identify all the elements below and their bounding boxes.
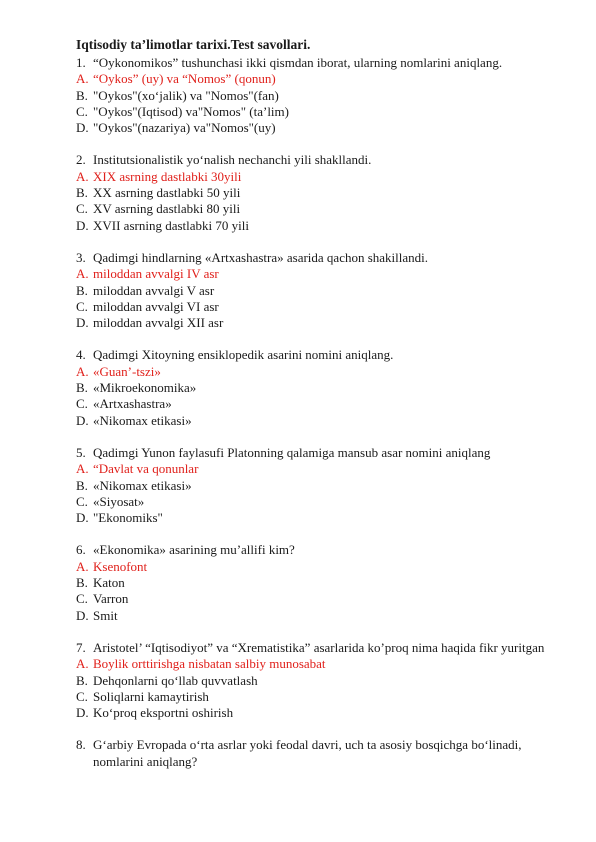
option-b: B. Dehqonlarni qo‘llab quvvatlash	[76, 672, 258, 688]
option-c: C. «Siyosat»	[76, 493, 145, 509]
question-text: «Ekonomika» asarining mu’allifi kim?	[93, 542, 295, 558]
option-d: D. "Ekonomiks"	[76, 510, 163, 526]
option-d: D. miloddan avvalgi XII asr	[76, 315, 224, 331]
question-number: 4.	[76, 347, 86, 363]
option-d: D. XVII asrning dastlabki 70 yili	[76, 217, 249, 233]
option-b: B. «Nikomax etikasi»	[76, 477, 192, 493]
option-a-correct: A. Ksenofont	[76, 558, 148, 574]
test-document	[76, 36, 556, 770]
question-number: 7.	[76, 639, 86, 655]
option-d: D. "Oykos"(nazariya) va"Nomos"(uy)	[76, 120, 276, 136]
document-title: Iqtisodiy ta’limotlar tarixi.Test savollari.	[76, 37, 311, 52]
option-c: C. "Oykos"(Iqtisod) va"Nomos" (ta’lim)	[76, 103, 289, 119]
question-2	[76, 152, 556, 233]
question-5	[76, 445, 556, 526]
option-a-correct: A. XIX asrning dastlabki 30yili	[76, 168, 242, 184]
question-3	[76, 250, 556, 331]
option-d: D. Ko‘proq eksportni oshirish	[76, 705, 234, 721]
option-d: D. «Nikomax etikasi»	[76, 412, 192, 428]
option-a-correct: A. miloddan avvalgi IV asr	[76, 266, 219, 282]
question-text: G‘arbiy Evropada o‘rta asrlar yoki feodal davri, uch ta asosiy bosqichga bo‘linadi, nomlarini aniqlang?	[93, 737, 522, 769]
question-number: 1.	[76, 55, 86, 70]
option-a-correct: A. “Davlat va qonunlar	[76, 461, 199, 477]
option-c: C. «Artxashastra»	[76, 396, 172, 412]
option-a-correct: A. “Oykos” (uy) va “Nomos” (qonun)	[76, 71, 276, 87]
option-c: C. miloddan avvalgi VI asr	[76, 298, 219, 314]
option-b: B. "Oykos"(xo‘jalik) va "Nomos"(fan)	[76, 87, 279, 103]
question-text: Qadimgi Yunon faylasufi Platonning qalamiga mansub asar nomini aniqlang	[93, 444, 491, 460]
question-1	[76, 55, 556, 136]
question-7	[76, 640, 556, 721]
question-text: Aristotel’ “Iqtisodiyot” va “Xrematistika” asarlarida ko’proq nima haqida fikr yuritgan	[93, 639, 545, 655]
question-text: “Oykonomikos” tushunchasi ikki qismdan iborat, ularning nomlarini aniqlang.	[93, 55, 503, 70]
question-number: 8.	[76, 737, 86, 753]
question-6	[76, 542, 556, 623]
option-c: C. XV asrning dastlabki 80 yili	[76, 201, 241, 217]
option-d: D. Smit	[76, 607, 118, 623]
option-c: C. Varron	[76, 591, 129, 607]
option-b: B. XX asrning dastlabki 50 yili	[76, 185, 241, 201]
question-number: 6.	[76, 542, 86, 558]
question-number: 2.	[76, 152, 86, 168]
option-b: B. miloddan avvalgi V asr	[76, 282, 215, 298]
option-a-correct: A. Boylik orttirishga nisbatan salbiy munosabat	[76, 656, 326, 672]
question-text: Institutsionalistik yo‘nalish nechanchi yili shakllandi.	[93, 152, 372, 168]
question-4	[76, 347, 556, 428]
option-b: B. «Mikroekonomika»	[76, 380, 197, 396]
question-8	[76, 737, 556, 770]
question-number: 3.	[76, 249, 86, 265]
question-text: Qadimgi Xitoyning ensiklopedik asarini nomini aniqlang.	[93, 347, 394, 363]
option-b: B. Katon	[76, 575, 125, 591]
question-text: Qadimgi hindlarning «Artxashastra» asarida qachon shakillandi.	[93, 249, 429, 265]
option-a-correct: A. «Guan’-tszi»	[76, 363, 161, 379]
question-number: 5.	[76, 444, 86, 460]
option-c: C. Soliqlarni kamaytirish	[76, 688, 209, 704]
